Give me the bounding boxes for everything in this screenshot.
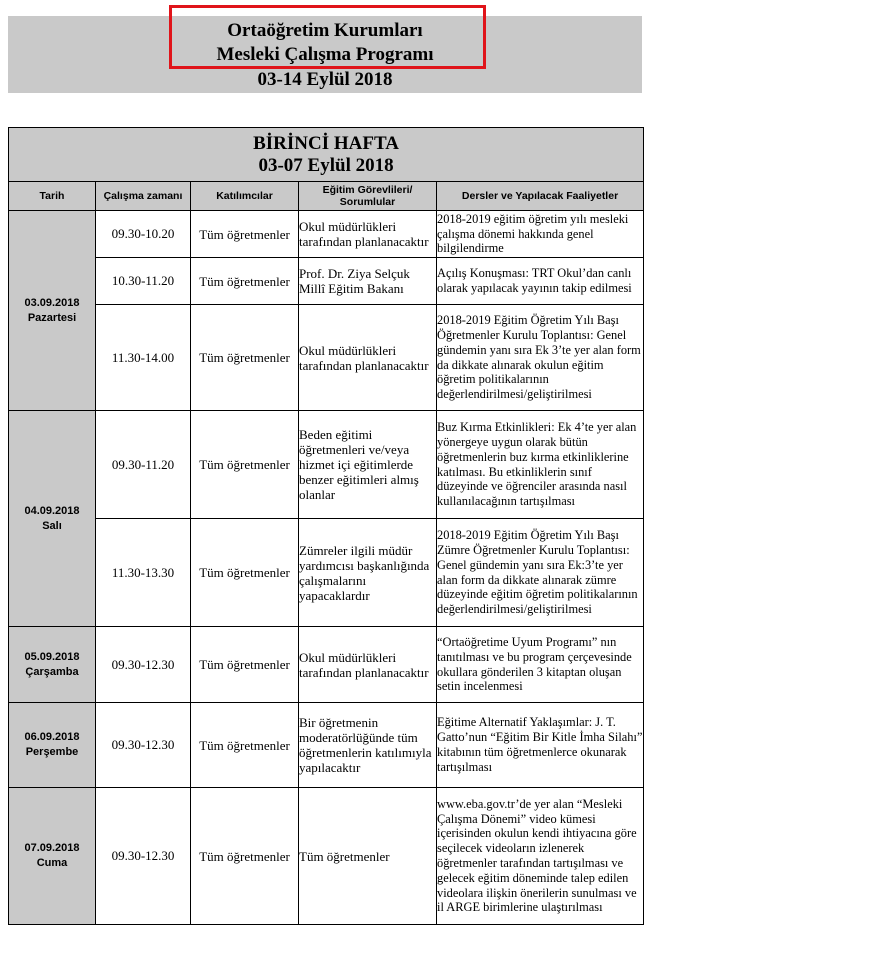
date-cell (9, 788, 96, 925)
responsible-cell: Okul müdürlükleri tarafından planlanacaktır (299, 627, 437, 703)
time-cell: 09.30-11.20 (96, 411, 191, 519)
date-value: 05.09.2018 (24, 650, 80, 663)
time-cell: 10.30-11.20 (96, 258, 191, 305)
col-header-responsible: Eğitim Görevlileri/ Sorumlular (299, 182, 437, 211)
date-cell (9, 211, 96, 411)
activity-cell: Açılış Konuşması: TRT Okul’dan canlı olarak yapılacak yayının takip edilmesi (437, 258, 644, 305)
responsible-cell: Prof. Dr. Ziya Selçuk Millî Eğitim Bakanı (299, 258, 437, 305)
date-cell (9, 627, 96, 703)
day-name: Cuma (36, 857, 68, 869)
participants-cell: Tüm öğretmenler (191, 703, 299, 788)
table-row (9, 258, 644, 305)
col-header-time: Çalışma zamanı (96, 182, 191, 211)
day-name: Salı (42, 519, 62, 532)
activity-cell: Buz Kırma Etkinlikleri: Ek 4’te yer alan yönergeye uygun olarak bütün öğretmenlerin buz kırma etkinliklerine katılması. Bu etkinliklerin sınıf düzeyinde ve öğrenciler arasında nasıl kullanılacağının tartışılması (437, 411, 644, 519)
responsible-cell: Tüm öğretmenler (299, 788, 437, 925)
participants-cell: Tüm öğretmenler (191, 519, 299, 627)
responsible-cell: Okul müdürlükleri tarafından planlanacaktır (299, 211, 437, 258)
column-header-row (9, 182, 644, 211)
col-header-date: Tarih (9, 182, 96, 211)
participants-cell: Tüm öğretmenler (191, 788, 299, 925)
time-cell: 09.30-12.30 (96, 703, 191, 788)
date-value: 03.09.2018 (24, 296, 80, 309)
participants-cell: Tüm öğretmenler (191, 627, 299, 703)
responsible-cell: Bir öğretmenin moderatörlüğünde tüm öğretmenlerin katılımıyla yapılacaktır (299, 703, 437, 788)
activity-cell: 2018-2019 eğitim öğretim yılı mesleki çalışma dönemi hakkında genel bilgilendirme (437, 211, 644, 258)
activity-cell: “Ortaöğretime Uyum Programı” nın tanıtılması ve bu program çerçevesinde okullara gönderilen 3 kitaptan oluşan setin incelenmesi (437, 627, 644, 703)
activity-cell: Eğitime Alternatif Yaklaşımlar: J. T. Gatto’nun “Eğitim Bir Kitle İmha Silahı” kitabının tüm öğretmenlerce okunarak tartışılması (437, 703, 644, 788)
schedule-table (8, 127, 644, 925)
table-row (9, 305, 644, 411)
time-cell: 09.30-10.20 (96, 211, 191, 258)
col-header-activities: Dersler ve Yapılacak Faaliyetler (437, 182, 644, 211)
program-title-line-2: Mesleki Çalışma Programı (216, 44, 434, 65)
day-name: Pazartesi (27, 311, 77, 324)
activity-cell: 2018-2019 Eğitim Öğretim Yılı Başı Zümre Öğretmenler Kurulu Toplantısı: Genel gündemin yanı sıra Ek:3’te yer alan form da dikkate alınarak zümre düzeyinde eğitim öğretim politikalarının değerlendirilmesi/geliştirilmesi (437, 519, 644, 627)
day-name: Perşembe (25, 746, 79, 758)
time-cell: 11.30-14.00 (96, 305, 191, 411)
date-value: 04.09.2018 (24, 504, 80, 517)
table-row (9, 211, 644, 258)
date-value: 07.09.2018 (24, 842, 80, 854)
responsible-cell: Beden eğitimi öğretmenleri ve/veya hizmet içi eğitimlerde benzer eğitimleri almış olanlar (299, 411, 437, 519)
program-title-line-1: Ortaöğretim Kurumları (227, 20, 423, 41)
date-cell (9, 411, 96, 627)
table-row (9, 703, 644, 788)
program-date-range: 03-14 Eylül 2018 (257, 69, 393, 90)
table-row (9, 788, 644, 925)
day-name: Çarşamba (25, 665, 79, 678)
activity-cell: 2018-2019 Eğitim Öğretim Yılı Başı Öğretmenler Kurulu Toplantısı: Genel gündemin yanı sıra Ek 3’te yer alan form da dikkate alınarak okulun eğitim öğretim politikalarının değerlendirilmesi/geliştirilmesi (437, 305, 644, 411)
week-header (9, 128, 644, 182)
time-cell: 09.30-12.30 (96, 627, 191, 703)
participants-cell: Tüm öğretmenler (191, 305, 299, 411)
activity-cell: www.eba.gov.tr’de yer alan “Mesleki Çalışma Dönemi” video kümesi içerisinden okulun kendi ihtiyacına göre seçilecek videoların izlenerek öğretmenler tarafından tartışılması ve gelecek eğitim döneminde talep edilen videolara ilişkin önerilerin sunulması ve il ARGE birimlerine ulaştırılması (437, 788, 644, 925)
participants-cell: Tüm öğretmenler (191, 211, 299, 258)
week-title: BİRİNCİ HAFTA (253, 132, 399, 154)
table-row (9, 411, 644, 519)
participants-cell: Tüm öğretmenler (191, 411, 299, 519)
date-value: 06.09.2018 (24, 731, 80, 743)
highlight-box (169, 5, 486, 69)
participants-cell: Tüm öğretmenler (191, 258, 299, 305)
date-cell (9, 703, 96, 788)
table-row (9, 519, 644, 627)
responsible-cell: Zümreler ilgili müdür yardımcısı başkanlığında çalışmalarını yapacaklardır (299, 519, 437, 627)
time-cell: 09.30-12.30 (96, 788, 191, 925)
time-cell: 11.30-13.30 (96, 519, 191, 627)
col-header-participants: Katılımcılar (191, 182, 299, 211)
table-row (9, 627, 644, 703)
week-range: 03-07 Eylül 2018 (258, 154, 394, 176)
responsible-cell: Okul müdürlükleri tarafından planlanacaktır (299, 305, 437, 411)
